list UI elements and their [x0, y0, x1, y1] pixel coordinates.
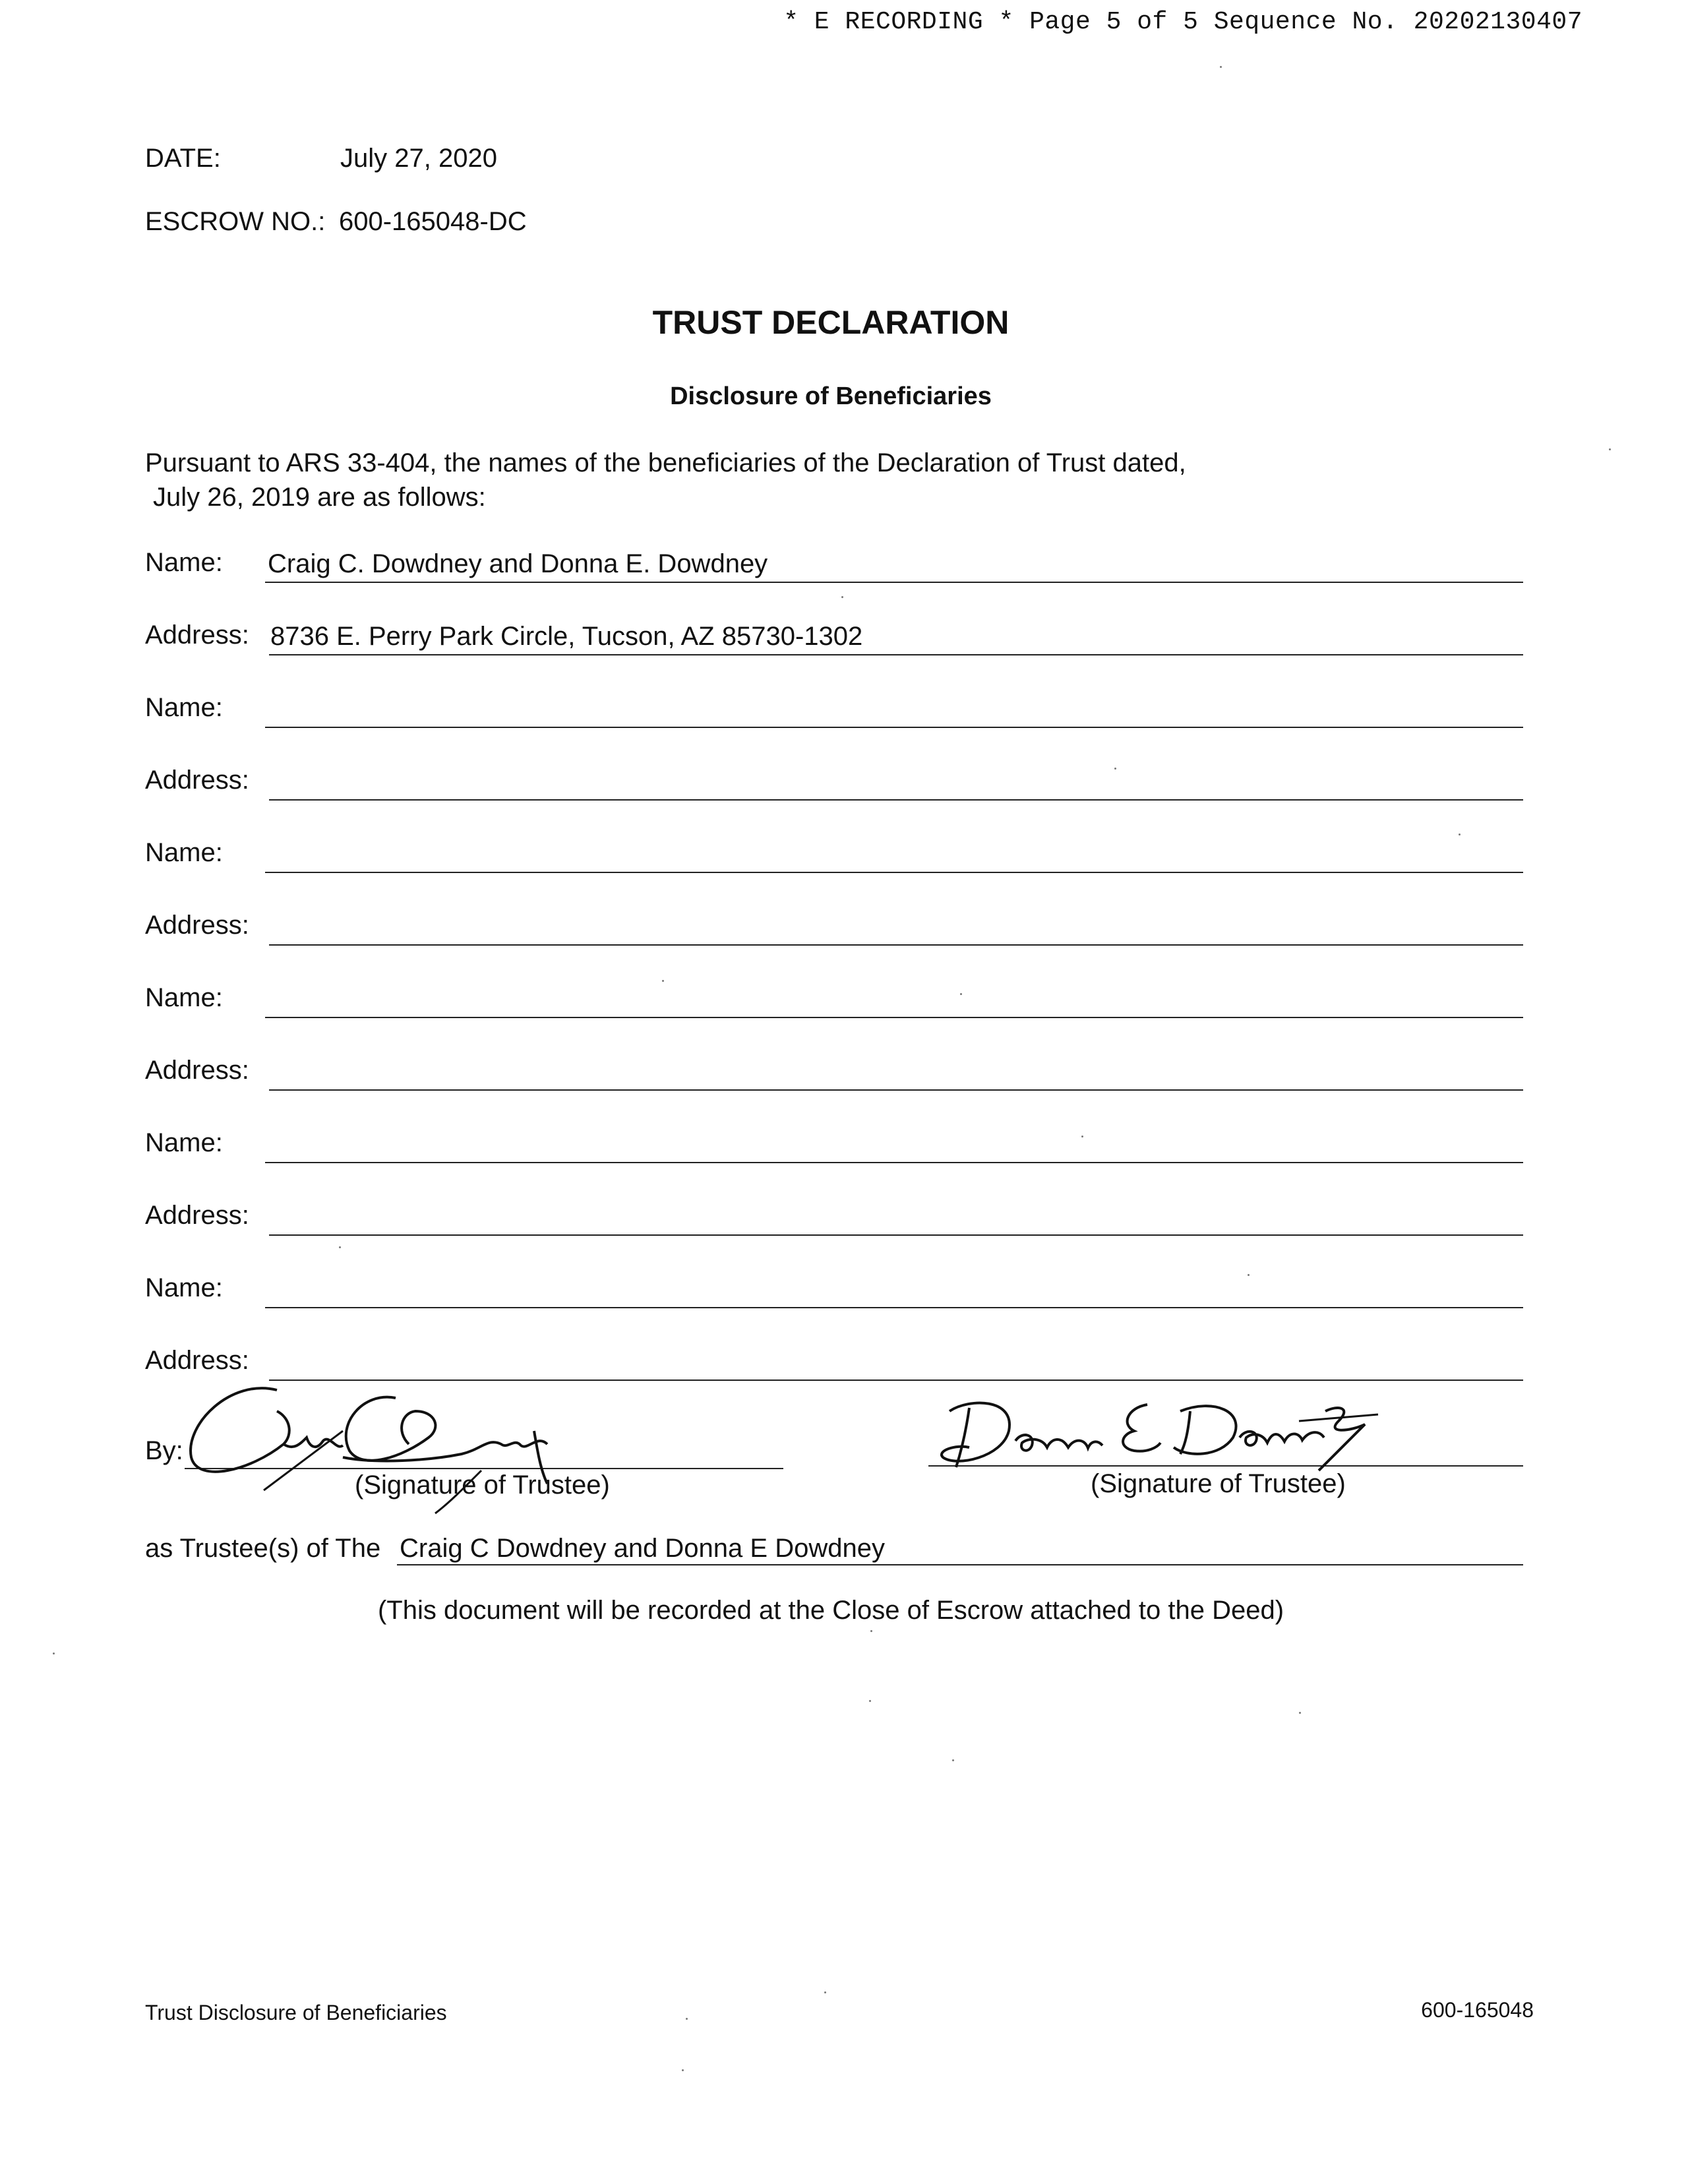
blank-line — [265, 1307, 1523, 1308]
row-label: Address: — [145, 911, 249, 940]
scan-speck — [952, 1759, 954, 1761]
beneficiary-name-row — [145, 537, 1523, 583]
row-label: Address: — [145, 621, 249, 650]
scan-speck — [1220, 66, 1222, 68]
scan-speck — [960, 993, 962, 995]
name-value: Craig C. Dowdney and Donna E. Dowdney — [268, 549, 768, 578]
blank-line — [269, 1234, 1523, 1236]
recording-header: * E RECORDING * Page 5 of 5 Sequence No. 20202130407 — [783, 8, 1582, 36]
scan-speck — [1299, 1712, 1301, 1714]
trustee-signature-right — [930, 1385, 1391, 1477]
row-label: Address: — [145, 1056, 249, 1085]
row-label: Name: — [145, 1128, 223, 1157]
blank-line — [265, 727, 1523, 728]
row-label: Name: — [145, 983, 223, 1012]
footer-left: Trust Disclosure of Beneficiaries — [145, 2001, 447, 2024]
trustee-signature-left — [178, 1372, 600, 1523]
intro-line-2: July 26, 2019 are as follows: — [153, 483, 486, 512]
date-label: DATE: — [145, 144, 221, 173]
footer-right: 600-165048 — [1421, 1998, 1534, 2022]
beneficiary-name-row — [145, 1117, 1523, 1163]
escrow-value: 600-165048-DC — [339, 207, 527, 236]
beneficiary-address-row — [145, 754, 1523, 801]
blank-line — [265, 582, 1523, 583]
scan-speck — [869, 1700, 871, 1702]
scan-speck — [682, 2069, 684, 2071]
row-label: Name: — [145, 548, 223, 577]
scan-speck — [686, 2018, 688, 2020]
address-value: 8736 E. Perry Park Circle, Tucson, AZ 85730-1302 — [270, 622, 863, 651]
blank-line — [269, 944, 1523, 946]
scan-speck — [824, 1991, 826, 1993]
trustee-value: Craig C Dowdney and Donna E Dowdney — [400, 1534, 885, 1563]
row-label: Name: — [145, 1273, 223, 1302]
row-label: Name: — [145, 838, 223, 867]
beneficiary-address-row — [145, 609, 1523, 655]
row-label: Address: — [145, 1201, 249, 1230]
scan-speck — [870, 1630, 872, 1632]
blank-line — [269, 654, 1523, 655]
by-label: By: — [145, 1436, 183, 1465]
blank-line — [265, 872, 1523, 873]
scan-speck — [1609, 448, 1611, 450]
beneficiary-name-row — [145, 1262, 1523, 1308]
beneficiary-address-row — [145, 1190, 1523, 1236]
beneficiary-name-row — [145, 827, 1523, 873]
escrow-label: ESCROW NO.: — [145, 207, 326, 236]
scan-speck — [1248, 1274, 1250, 1276]
beneficiary-address-row — [145, 899, 1523, 946]
beneficiary-name-row — [145, 972, 1523, 1018]
row-label: Address: — [145, 766, 249, 795]
scan-speck — [53, 1653, 55, 1654]
scan-speck — [1459, 834, 1461, 835]
blank-line — [269, 799, 1523, 801]
document-subtitle: Disclosure of Beneficiaries — [670, 382, 992, 410]
blank-line — [265, 1162, 1523, 1163]
scan-speck — [662, 980, 664, 982]
beneficiary-name-row — [145, 682, 1523, 728]
scan-speck — [841, 596, 843, 598]
scan-speck — [1081, 1136, 1083, 1138]
scan-speck — [339, 1246, 341, 1248]
signature-caption-left: (Signature of Trustee) — [355, 1471, 610, 1500]
row-label: Address: — [145, 1346, 249, 1375]
trustee-label: as Trustee(s) of The — [145, 1534, 381, 1563]
intro-line-1: Pursuant to ARS 33-404, the names of the beneficiaries of the Declaration of Trust dated, — [145, 448, 1186, 477]
date-value: July 27, 2020 — [340, 144, 497, 173]
signature-caption-right: (Signature of Trustee) — [1091, 1469, 1346, 1498]
scan-speck — [1114, 768, 1116, 770]
beneficiary-address-row — [145, 1045, 1523, 1091]
document-title: TRUST DECLARATION — [652, 304, 1010, 341]
trustee-line — [397, 1564, 1523, 1565]
row-label: Name: — [145, 693, 223, 722]
blank-line — [269, 1089, 1523, 1091]
recording-note: (This document will be recorded at the Close of Escrow attached to the Deed) — [377, 1596, 1284, 1625]
blank-line — [265, 1017, 1523, 1018]
